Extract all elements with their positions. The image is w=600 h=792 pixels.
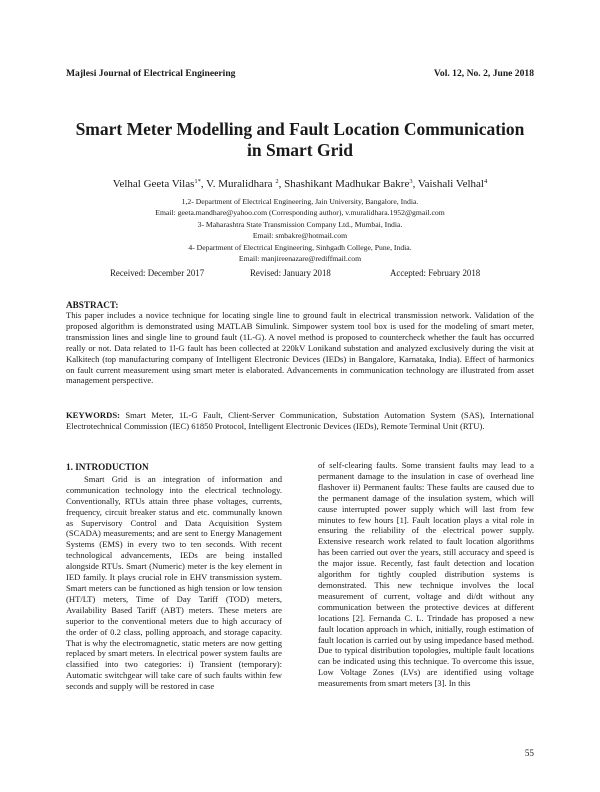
left-column <box>66 462 282 692</box>
author-separator: , <box>200 178 207 190</box>
author-name: Vaishali Velhal <box>417 178 484 190</box>
body-paragraph: of self-clearing faults. Some transient faults may lead to a permanent damage to the insulation in case of overhead line flashover ii) Permanent faults: These faults are caused due to the permanent damage of the insulation system, which will cause interrupted power supply which will last from few minutes to few hours [1]. Fault location plays a vital role in ensuring the reliability of the electrical power supply. Extensive research work related to fault location algorithms has been carried out over the years, still accuracy and speed is the major issue. Recently, fast fault detection and location algorithm for tightly coupled distribution systems is demonstrated. This new technique involves the local measurement of current, voltage and di/dt without any communication between the protective devices at different locations [2]. Fernanda C. L. Trindade has proposed a new fault location approach in which, initially, rough estimation of fault location is carried out by using impedance based method. Due to typical distribution topologies, multiple fault locations can be indicated using this technique. To overcome this issue, Low Voltage Zones (LVs) are identified using voltage measurements from smart meters [3]. In this <box>318 460 534 689</box>
author-affiliation-mark: 2 <box>275 178 279 185</box>
affiliation-line: Email: manjireenazare@rediffmail.com <box>238 254 362 264</box>
revised-date: Revised: January 2018 <box>250 268 331 278</box>
affiliations <box>60 196 540 264</box>
affiliation-line: 4- Department of Electrical Engineering, Sinhgadh College, Pune, India. <box>188 242 412 252</box>
affiliation-line: Email: geeta.mandhare@yahoo.com (Corresponding author), v.muralidhara.1952@gmail.com <box>155 208 445 218</box>
title-line: Smart Meter Modelling and Fault Location Communication <box>75 119 525 139</box>
body-paragraph: Smart Grid is an integration of information and communication technology into the electrical technology. Conventionally, RTUs attain three phase voltages, currents, frequency, circuit breaker status and etc. communally known as Supervisory Control and Data Acquisition System (SCADA) measurements; and are sent to Energy Management Systems (EMS) in every two to ten seconds. With recent technological advancements, IEDs are being installed alongside RTUs. Smart (Numeric) meter is the key element in IED family. It plays crucial role in EHV transmission system. Smart meters can be functioned as high tension or low tension (HT/LT) meters, Time of Day Tariff (TOD) meters, Availability Based Tariff (ABT) meters. These meters are superior to the conventional meters due to high accuracy of the order of 0.2 class, polling approach, and storage capacity. That is why the electromagnetic, static meters are now getting replaced by smart meters. In electrical power system faults are classified into two categories: i) Transient (temporary): Automatic switchgear will take care of such faults within few seconds and supply will be restored in case <box>66 473 282 692</box>
keywords <box>66 410 534 432</box>
affiliation-line: 3- Maharashtra State Transmission Company Ltd., Mumbai, India. <box>197 219 403 229</box>
running-header <box>66 68 534 82</box>
abstract-heading: ABSTRACT: <box>66 300 119 310</box>
volume-info: Vol. 12, No. 2, June 2018 <box>433 68 534 79</box>
title-line: in Smart Grid <box>247 140 353 160</box>
affiliation-line: Email: smbakre@hotmail.com <box>252 231 348 241</box>
journal-name: Majlesi Journal of Electrical Engineering <box>66 68 236 79</box>
author-list <box>50 178 550 190</box>
right-column <box>318 460 534 689</box>
author-affiliation-mark: 1* <box>194 178 201 185</box>
abstract-text: This paper includes a novice technique for locating single line to ground fault in electrical transmission network. Validation of the proposed algorithm is demonstrated using MATLAB Simulink. Simpower system tool box is used for the modeling of smart meter, transmission lines and single line to ground fault (1L-G). A novel method is proposed to countercheck whether the fault has occurred really or not. Data related to 1l-G fault has been collected at 220kV Lonikand substation and analyzed exclusively during the visit at Kalkitech (top manufacturing company of Intelligent Electronic Devices (IEDs) in Bangalore, Karnataka, India). Effect of harmonics on fault current measurement using smart meter is elaborated. Advancements in communication technology are illustrated from asset management perspective. <box>66 310 534 386</box>
submission-dates <box>0 268 600 280</box>
author-affiliation-mark: 3 <box>409 178 413 185</box>
keywords-text: Smart Meter, 1L-G Fault, Client-Server Communication, Substation Automation System (SAS), International Electrotechnical Commission (IEC) 61850 Protocol, Intelligent Electronic Devices (IEDs), Remote Terminal Unit (RTU). <box>66 410 534 431</box>
received-date: Received: December 2017 <box>110 268 205 278</box>
author-name: Shashikant Madhukar Bakre <box>284 178 410 190</box>
author-separator: , <box>412 178 418 190</box>
section-heading: 1. INTRODUCTION <box>66 462 149 472</box>
author-name: Velhal Geeta Vilas <box>112 178 195 190</box>
page-number: 55 <box>524 748 534 758</box>
keywords-label: KEYWORDS: <box>66 410 120 420</box>
accepted-date: Accepted: February 2018 <box>390 268 481 278</box>
author-affiliation-mark: 4 <box>483 178 488 185</box>
author-name: V. Muralidhara <box>206 178 276 190</box>
author-separator: , <box>278 178 285 190</box>
paper-title <box>66 119 534 161</box>
affiliation-line: 1,2- Department of Electrical Engineering, Jain University, Bangalore, India. <box>181 197 419 206</box>
